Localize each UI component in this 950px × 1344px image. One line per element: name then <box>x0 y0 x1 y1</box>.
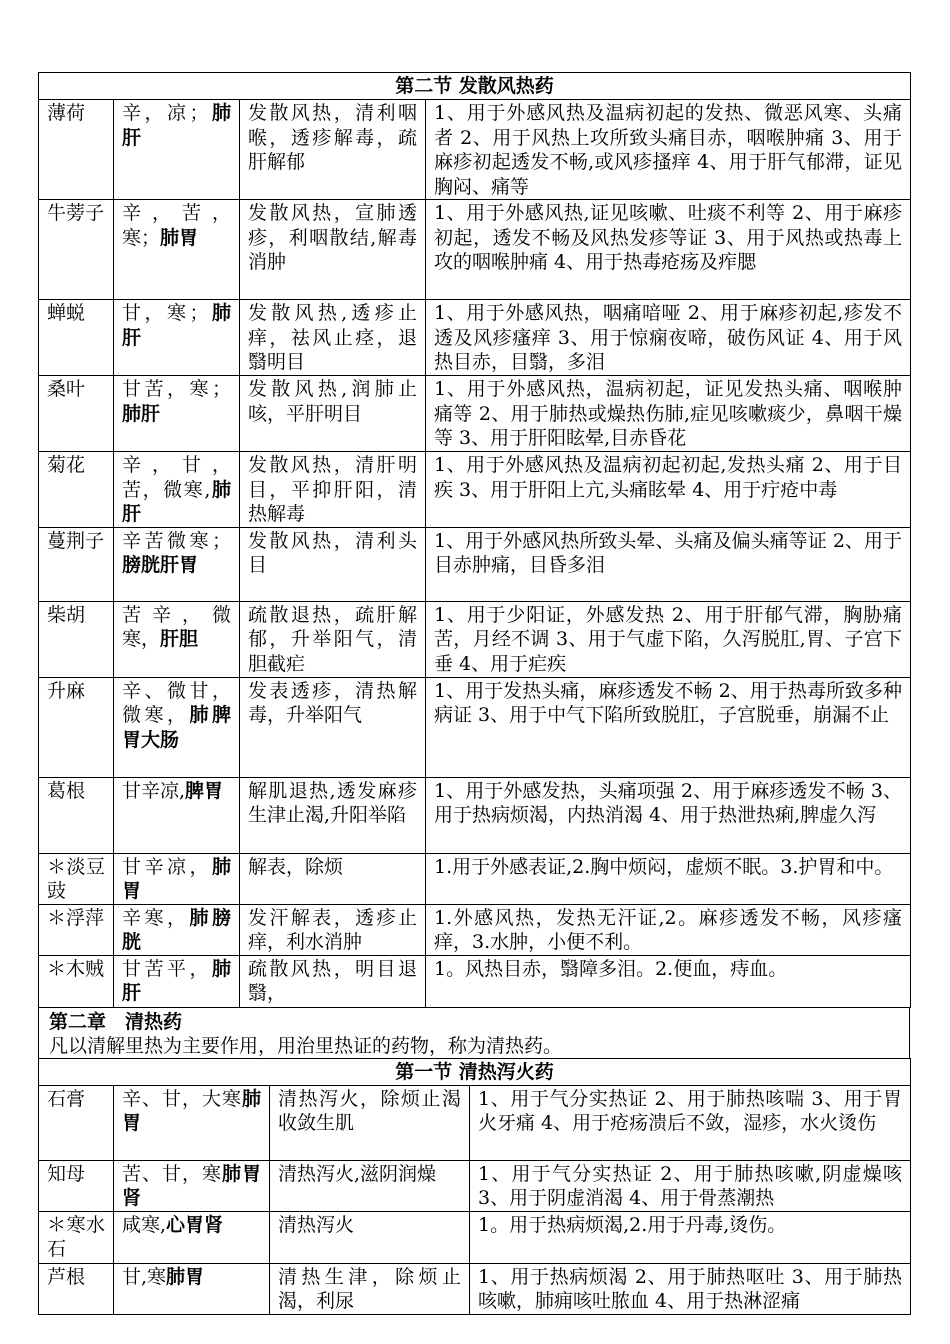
herb-meridian: 肺肝 <box>122 957 231 1004</box>
herb-effect: 清热泻火 <box>270 1211 470 1263</box>
herb-row <box>39 376 911 452</box>
herb-property-cell <box>114 452 240 528</box>
herb-property-cell <box>114 677 240 777</box>
herb-name: 柴胡 <box>39 601 114 677</box>
herb-name: 菊花 <box>39 452 114 528</box>
herb-name: 蝉蜕 <box>39 300 114 376</box>
herb-row <box>39 1263 911 1314</box>
herb-property-cell <box>114 300 240 376</box>
herb-property: 苦、甘，寒 <box>122 1162 222 1185</box>
herb-property: 辛，苦，寒； <box>122 202 231 249</box>
herb-row <box>39 527 911 601</box>
herb-row <box>39 100 911 200</box>
herb-usage: 1、用于气分实热证 2、用于肺热咳喘 3、用于胃火牙痛 4、用于疮疡溃后不敛，湿疹，水火烫伤 <box>470 1085 911 1160</box>
herb-row <box>39 452 911 528</box>
herb-name: 升麻 <box>39 677 114 777</box>
herb-meridian: 肺胃肾 <box>122 1162 261 1209</box>
section-title: 第二节 发散风热药 <box>39 73 911 100</box>
herb-meridian: 肺肝 <box>122 402 161 425</box>
herb-property-cell <box>114 100 240 200</box>
chapter-block <box>38 1007 910 1059</box>
herb-usage: 1。风热目赤，翳障多泪。2.便血，痔血。 <box>426 955 911 1007</box>
herb-usage: 1.用于外感表证,2.胸中烦闷，虚烦不眠。3.护胃和中。 <box>426 853 911 904</box>
herb-effect: 发散风热，清肝明目，平抑肝阳，清热解毒 <box>240 452 426 528</box>
herb-row <box>39 955 911 1007</box>
herb-meridian: 肝胆 <box>160 628 199 650</box>
herb-usage: 1、用于少阳证，外感发热 2、用于肝郁气滞，胸胁痛苦，月经不调 3、用于气虚下陷，久泻脱肛,胃、子宫下垂 4、用于疟疾 <box>426 601 911 677</box>
herb-row <box>39 300 911 376</box>
herb-effect: 解肌退热,透发麻疹生津止渴,升阳举陷 <box>240 777 426 853</box>
herb-property-cell <box>114 777 240 853</box>
herb-property-cell <box>114 1211 270 1263</box>
herb-effect: 疏散退热，疏肝解郁，升举阳气，清胆截疟 <box>240 601 426 677</box>
herb-meridian: 肺脾胃大肠 <box>122 704 231 751</box>
herb-name: 蔓荆子 <box>39 527 114 601</box>
herb-row <box>39 200 911 300</box>
herb-usage: 1、用于气分实热证 2、用于肺热咳嗽,阴虚燥咳 3、用于阴虚消渴 4、用于骨蒸潮热 <box>470 1160 911 1211</box>
herb-effect: 发散风热,透疹止痒，祛风止痉，退翳明目 <box>240 300 426 376</box>
herb-property: 甘,寒 <box>122 1265 167 1288</box>
herb-property: 辛、甘，大寒 <box>122 1087 242 1110</box>
herb-meridian: 脾胃 <box>185 779 224 802</box>
herb-meridian: 膀胱肝胃 <box>122 554 199 576</box>
herb-property-cell <box>114 955 240 1007</box>
herb-meridian: 肺胃 <box>122 855 231 902</box>
herb-row <box>39 1160 911 1211</box>
herb-property: 甘辛凉, <box>122 779 186 802</box>
herb-property-cell <box>114 853 240 904</box>
herb-row <box>39 777 911 853</box>
herb-effect: 发散风热，清利咽喉，透疹解毒，疏肝解郁 <box>240 100 426 200</box>
herb-name: ＊木贼 <box>39 955 114 1007</box>
herb-effect: 疏散风热，明目退翳， <box>240 955 426 1007</box>
herb-property-cell <box>114 376 240 452</box>
herb-property-cell <box>114 527 240 601</box>
herb-usage: 1、用于发热头痛，麻疹透发不畅 2、用于热毒所致多种病证 3、用于中气下陷所致脱肛，子宫脱垂，崩漏不止 <box>426 677 911 777</box>
herb-table-section2 <box>38 1058 911 1315</box>
herb-property: 辛，甘，苦，微寒, <box>122 454 231 501</box>
herb-name: 芦根 <box>39 1263 114 1314</box>
herb-property: 甘苦平， <box>122 957 212 980</box>
herb-name: ＊淡豆豉 <box>39 853 114 904</box>
herb-usage: 1、用于外感风热及温病初起初起,发热头痛 2、用于目疾 3、用于肝阳上亢,头痛眩晕 4、用于疔疮中毒 <box>426 452 911 528</box>
herb-row <box>39 1085 911 1160</box>
herb-name: 薄荷 <box>39 100 114 200</box>
herb-property: 苦辛，微寒， <box>122 603 231 650</box>
herb-meridian: 肺胃 <box>122 1087 261 1134</box>
herb-property-cell <box>114 1160 270 1211</box>
herb-row <box>39 601 911 677</box>
herb-effect: 清热泻火，除烦止渴收敛生肌 <box>270 1085 470 1160</box>
herb-table-section1 <box>38 72 911 1008</box>
herb-property-cell <box>114 1263 270 1314</box>
herb-meridian: 心胃肾 <box>166 1213 224 1236</box>
herb-effect: 发散风热，宣肺透疹，利咽散结,解毒消肿 <box>240 200 426 300</box>
herb-name: ＊寒水石 <box>39 1211 114 1263</box>
herb-name: 葛根 <box>39 777 114 853</box>
herb-meridian: 肺胃 <box>160 226 199 249</box>
herb-row <box>39 1211 911 1263</box>
herb-name: 知母 <box>39 1160 114 1211</box>
herb-usage: 1、用于外感风热，咽痛喑哑 2、用于麻疹初起,疹发不透及风疹瘙痒 3、用于惊痫夜啼，破伤风证 4、用于风热目赤，目翳，多泪 <box>426 300 911 376</box>
herb-usage: 1、用于外感发热，头痛项强 2、用于麻疹透发不畅 3、用于热病烦渴，内热消渴 4、用于热泄热痢,脾虚久泻 <box>426 777 911 853</box>
herb-usage: 1、用于外感风热,证见咳嗽、吐痰不利等 2、用于麻疹初起，透发不畅及风热发疹等证 3、用于风热或热毒上攻的咽喉肿痛 4、用于热毒疮疡及痄腮 <box>426 200 911 300</box>
herb-property: 辛苦微寒； <box>122 529 231 552</box>
herb-property-cell <box>114 601 240 677</box>
herb-meridian: 肺胃 <box>166 1265 205 1288</box>
chapter-cell <box>39 1007 910 1058</box>
herb-property: 甘辛凉， <box>122 855 212 878</box>
herb-usage: 1、用于热病烦渴 2、用于肺热呕吐 3、用于肺热咳嗽，肺痈咳吐脓血 4、用于热淋涩痛 <box>470 1263 911 1314</box>
herb-effect: 发汗解表，透疹止痒，利水消肿 <box>240 904 426 955</box>
herb-meridian: 肺肝 <box>122 302 231 349</box>
herb-property: 辛、微甘，微寒， <box>122 679 231 726</box>
herb-property-cell <box>114 200 240 300</box>
herb-property: 甘苦，寒； <box>122 378 231 400</box>
herb-property: 甘，寒； <box>122 302 209 324</box>
herb-name: ＊浮萍 <box>39 904 114 955</box>
herb-effect: 发表透疹，清热解毒，升举阳气 <box>240 677 426 777</box>
herb-effect: 发散风热,润肺止咳，平肝明目 <box>240 376 426 452</box>
herb-property: 辛寒， <box>122 906 190 929</box>
herb-effect: 清热泻火,滋阴润燥 <box>270 1160 470 1211</box>
herb-row <box>39 853 911 904</box>
herb-name: 桑叶 <box>39 376 114 452</box>
herb-usage: 1、用于外感风热所致头晕、头痛及偏头痛等证 2、用于目赤肿痛，目昏多泪 <box>426 527 911 601</box>
herb-property: 辛，凉； <box>122 102 209 124</box>
herb-effect: 清热生津，除烦止渴，利尿 <box>270 1263 470 1314</box>
herb-usage: 1.外感风热，发热无汗证,2。麻疹透发不畅，风疹瘙痒，3.水肿，小便不利。 <box>426 904 911 955</box>
herb-row <box>39 677 911 777</box>
herb-usage: 1、用于外感风热，温病初起，证见发热头痛、咽喉肿痛等 2、用于肺热或燥热伤肺,症见咳嗽痰少，鼻咽干燥等 3、用于肝阳眩晕,目赤昏花 <box>426 376 911 452</box>
herb-name: 石膏 <box>39 1085 114 1160</box>
document <box>38 72 910 1315</box>
herb-property-cell <box>114 904 240 955</box>
herb-effect: 发散风热，清利头目 <box>240 527 426 601</box>
chapter-title: 第二章 清热药 <box>49 1010 183 1033</box>
herb-usage: 1、用于外感风热及温病初起的发热、微恶风寒、头痛者 2、用于风热上攻所致头痛目赤，咽喉肿痛 3、用于麻疹初起透发不畅,或风疹搔痒 4、用于肝气郁滞，证见胸闷、痛等 <box>426 100 911 200</box>
herb-meridian: 肺膀胱 <box>122 906 231 953</box>
herb-property: 咸寒, <box>122 1213 167 1236</box>
herb-name: 牛蒡子 <box>39 200 114 300</box>
herb-meridian: 肺肝 <box>122 478 231 525</box>
section-title: 第一节 清热泻火药 <box>39 1058 911 1085</box>
chapter-intro: 凡以清解里热为主要作用，用治里热证的药物，称为清热药。 <box>49 1034 563 1057</box>
herb-property-cell <box>114 1085 270 1160</box>
herb-row <box>39 904 911 955</box>
herb-usage: 1。用于热病烦渴,2.用于丹毒,烫伤。 <box>470 1211 911 1263</box>
herb-meridian: 肺肝 <box>122 102 231 149</box>
herb-effect: 解表，除烦 <box>240 853 426 904</box>
